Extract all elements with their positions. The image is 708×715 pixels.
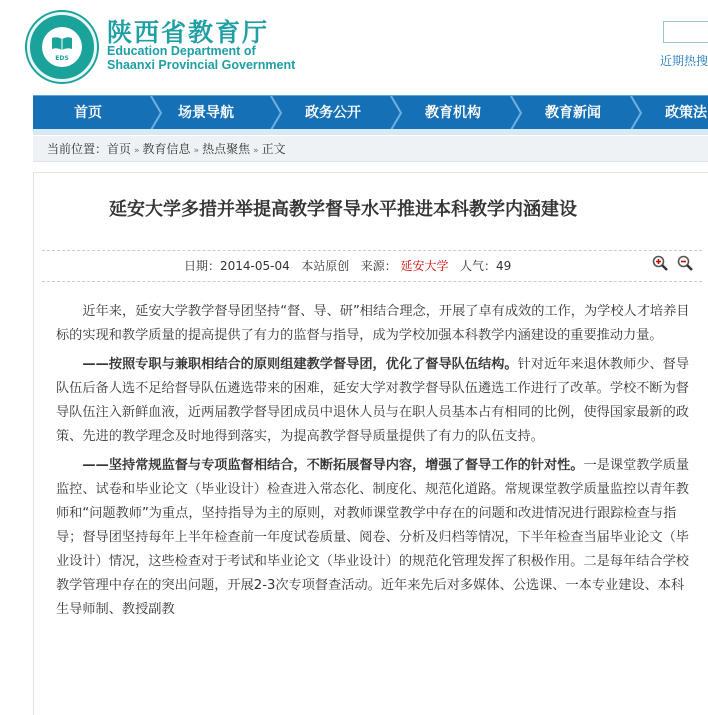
source-label: 来源：: [360, 259, 397, 273]
logo-emblem: [42, 27, 82, 67]
logo-text: EDS: [55, 55, 69, 62]
article-panel: [33, 172, 708, 715]
site-logo[interactable]: [27, 12, 97, 82]
article-views: 49: [496, 259, 512, 273]
breadcrumb-home[interactable]: 首页: [107, 142, 132, 156]
site-header: [0, 0, 708, 95]
nav-separator-icon: [149, 96, 163, 130]
breadcrumb-education-info[interactable]: 教育信息: [142, 142, 191, 156]
paragraph-text: 近年来，延安大学教学督导团坚持“督、导、研”相结合理念，开展了卓有成效的工作，为学校人才培养目标的实现和教学质量的提高提供了有力的监督与指导，成为学校加强本科教学内涵建设的重要推动力量。: [56, 304, 690, 343]
book-icon: [51, 35, 73, 51]
article-title: 延安大学多措并举提高教学督导水平推进本科教学内涵建设: [109, 199, 577, 220]
article-paragraph: [56, 300, 692, 348]
paragraph-lead: ——按照专职与兼职相结合的原则组建教学督导团，优化了督导队伍结构。: [82, 357, 518, 372]
divider-line: [42, 250, 702, 251]
views-label: 人气：: [460, 259, 497, 273]
breadcrumb-arrow-icon: »: [134, 146, 140, 156]
nav-separator-icon: [389, 96, 403, 130]
zoom-in-icon[interactable]: [652, 255, 668, 271]
breadcrumb-arrow-icon: »: [193, 146, 200, 156]
nav-item-policy[interactable]: 政策法: [665, 105, 707, 121]
nav-item-scene[interactable]: 场景导航: [178, 105, 234, 121]
article-meta: [184, 257, 511, 274]
article-source[interactable]: 延安大学: [400, 259, 449, 273]
nav-separator-icon: [509, 96, 523, 130]
divider-line: [42, 281, 702, 282]
site-title-en-line2: Shaanxi Provincial Government: [107, 58, 296, 72]
nav-item-institutions[interactable]: 教育机构: [425, 105, 481, 121]
breadcrumb-arrow-icon: »: [253, 146, 259, 156]
article-body: [56, 300, 692, 627]
article-date: 2014-05-04: [220, 259, 290, 273]
nav-subbar: [33, 129, 708, 135]
breadcrumb-prefix: 当前位置：: [47, 142, 108, 156]
nav-item-affairs[interactable]: 政务公开: [305, 105, 361, 121]
nav-separator-icon: [269, 96, 283, 130]
paragraph-text: 针对近年来退休教师少、督导队伍后备人选不足给督导队伍遴选带来的困难，延安大学对教学督导队伍遴选工作进行了改革。学校不断为督导队伍注入新鲜血液，近两届教学督导团成员中退休人员与在职人员基本占有相同的比例，使得国家最新的政策、先进的教学理念及时地得到落实，为提高教学督导质量提供了有力的队伍支持。: [56, 357, 690, 444]
site-title-cn[interactable]: 陕西省教育厅: [107, 18, 270, 47]
nav-item-news[interactable]: 教育新闻: [545, 105, 601, 121]
breadcrumb-hot-topics[interactable]: 热点聚焦: [202, 142, 251, 156]
hot-search-label[interactable]: 近期热搜: [660, 54, 708, 68]
nav-item-home[interactable]: 首页: [74, 105, 102, 121]
article-origin: 本站原创: [301, 259, 350, 273]
article-paragraph: [56, 454, 692, 622]
breadcrumb: [33, 136, 708, 162]
date-label: 日期：: [184, 259, 221, 273]
breadcrumb-current: 正文: [261, 142, 286, 156]
nav-separator-icon: [629, 96, 643, 130]
paragraph-lead: ——坚持常规监督与专项监督相结合，不断拓展督导内容，增强了督导工作的针对性。: [82, 458, 584, 473]
search-input[interactable]: [663, 21, 708, 43]
zoom-out-icon[interactable]: [677, 255, 693, 271]
site-title-en-line1: Education Department of: [107, 44, 256, 58]
main-nav: [33, 95, 708, 129]
paragraph-text: 一是课堂教学质量监控、试卷和毕业论文（毕业设计）检查进入常态化、制度化、规范化道路。常规课堂教学质量监控以青年教师和“问题教师”为重点，坚持指导为主的原则，对教师课堂教学中存在的问题和改进情况进行跟踪检查与指导；督导团坚持每年上半年检查前一年度试卷质量、阅卷、分析及归档等情况，下半年检查当届毕业论文（毕业设计）情况，这些检查对于考试和毕业论文（毕业设计）的规范化管理发挥了积极作用。二是每年结合学校教学管理中存在的突出问题，开展2-3次专项督查活动。近年来先后对多媒体、公选课、一本专业建设、本科生导师制、教授副教: [56, 458, 690, 617]
article-paragraph: [56, 353, 692, 449]
